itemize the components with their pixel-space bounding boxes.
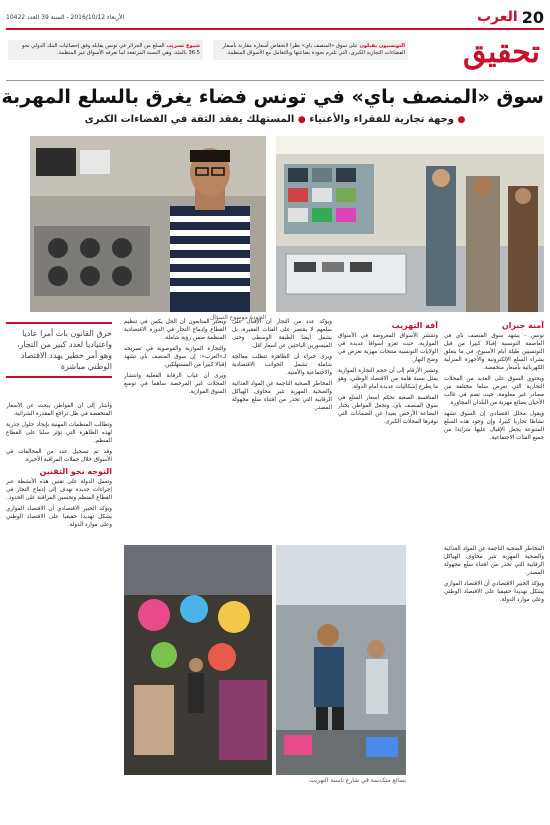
subhead-2: المستهلك يفقد الثقة في الفضاءات الكبرى bbox=[84, 114, 295, 125]
paragraph: ويرى أن غياب الرقابة الفعلية وانتشار المحلات غير المرخصة ساهما في توسع السوق الموازية. bbox=[124, 373, 226, 395]
article-column-spacer bbox=[408, 545, 432, 795]
paragraph: وتشير الأرقام إلى أن حجم التجارة الموازية يمثل نسبة هامة من الاقتصاد الوطني، وهو ما يطرح إشكاليات عديدة أمام الدولة. bbox=[338, 368, 438, 390]
article-column-3 bbox=[232, 318, 332, 540]
paragraph: والتجارة الموازية والفوضوية في تصريحه لـ«العرب»: إن سوق المنصف باي تشهد إقبالا كبيرا من المستهلكين. bbox=[124, 346, 226, 368]
pull-quote: خرق القانون بات أمرا عاديا واعتياديا لعدد كبير من التجار، وهو أمر خطير يهدد الاقتصاد الوطني مباشرة bbox=[6, 322, 112, 378]
page-header bbox=[6, 6, 544, 28]
vendor-photo-caption: الجودة موضوع السؤال bbox=[209, 314, 266, 321]
teasers bbox=[8, 40, 408, 60]
paragraph: المخاطر الصحية الناجمة عن المواد الغذائية والصحية المهربة تثير مخاوف الهياكل الرقابية التي تحذر من اقتناء سلع مجهولة المصدر. bbox=[444, 546, 544, 576]
paragraph: ويحتوي السوق على العديد من المحلات التجارية التي تعرض سلعا مختلفة من مصادر غير معلومة، حيث تضم في غالب الأحيان بضائع مهربة من البلدان المجاورة. bbox=[444, 376, 544, 406]
market-street-photo bbox=[276, 545, 406, 775]
paragraph: ويرى خبراء أن الظاهرة تتطلب معالجة شاملة تشمل الجوانب الاقتصادية والاجتماعية والأمنية. bbox=[232, 354, 332, 376]
market-stall-photo bbox=[124, 545, 272, 775]
paragraph: ويؤكد عدد من التجار أن الإقبال على سلعهم لا يقتصر على الفئات الفقيرة، بل يشمل أيضا الطبقة الوسطى وحتى الميسورين الباحثين عن أسعار أقل. bbox=[232, 319, 332, 349]
dateline: الأربعاء 2016/10/12 - السنة 39 العدد 10422 bbox=[6, 13, 125, 21]
section-heading: التوجه نحو التقنين bbox=[39, 467, 112, 476]
paragraph: المنافسة الصعبة تحكم أسعار السلع في سوق المنصف باي، وتجعل المواطن يختار البضاعة الأرخص بعيدا عن الضمانات التي توفرها المحلات الكبرى. bbox=[338, 395, 438, 425]
teaser-text: على سوق «المنصف باي» نظرا لانخفاض أسعاره مقارنة بأسعار الفضاءات التجارية الكبرى، التي تلتزم بجودة بضاعتها وبالتعامل مع الأسواق المنظمة. bbox=[222, 43, 405, 56]
paragraph: وتنتشر الأسواق المعروضة في الأسواق الموازية، حيث تغزو أسواقا عديدة في الولايات التونسية منتجات مهربة تعرض في وضح النهار. bbox=[338, 333, 438, 363]
paragraph: ويقول محلل اقتصادي إن السوق تشهد نشاطا تجاريا كبيرا، وإن وجود هذه السلع المتنوعة يجعل الإقبال عليها متزايدا من جميع الفئات الاجتماعية. bbox=[444, 411, 544, 441]
paragraph: تونس - يشهد سوق المنصف باي في العاصمة التونسية إقبالا كبيرا من قبل التونسيين طيلة أيام الأسبوع، في ما يتعلق بشراء السلع الإلكترونية والأجهزة المنزلية الكهربائية بأسعار منخفضة. bbox=[444, 333, 544, 371]
article-column-5 bbox=[6, 402, 112, 802]
article-subhead bbox=[6, 114, 544, 125]
vendor-photo bbox=[30, 136, 266, 312]
paragraph: وتطالب المنظمات المهنية بإيجاد حلول جذرية لهذه الظاهرة التي تؤثر سلبا على القطاع المنظم. bbox=[6, 422, 112, 444]
article-headline: سوق «المنصف باي» في تونس فضاء يغرق بالسلع المهربة bbox=[1, 86, 544, 108]
teaser-lead: التونسيون يقبلون bbox=[359, 43, 405, 49]
paragraph: ويعتبر المتابعون أن الحل يكمن في تنظيم القطاع وإدماج التجار في الدورة الاقتصادية المنظمة ضمن رؤية شاملة. bbox=[124, 319, 226, 341]
article-column-2 bbox=[338, 318, 438, 540]
bullet-icon: ● bbox=[297, 115, 306, 125]
paragraph: ويؤكد الخبير الاقتصادي أن الاقتصاد الموازي يشكل تهديدا حقيقيا على الاقتصاد الوطني وعلى موارد الدولة. bbox=[444, 581, 544, 603]
market-photo-caption: بضائع متكدسة في شارع ناسبة التهريب bbox=[309, 777, 406, 784]
paragraph: وأشار إلى أن المواطن يبحث عن الأسعار المنخفضة في ظل تراجع المقدرة الشرائية. bbox=[6, 403, 112, 417]
paragraph: ويؤكد الخبير الاقتصادي أن الاقتصاد الموازي يشكل تهديدا حقيقيا على الاقتصاد الوطني وعلى موارد الدولة. bbox=[6, 506, 112, 528]
paragraph: وتعمل الدولة على تقنين هذه الأنشطة عبر إجراءات جديدة تهدف إلى إدماج التجار في القطاع المنظم وتحسين المراقبة على الحدود. bbox=[6, 479, 112, 501]
subhead-1: وجهة تجارية للفقراء والأغنياء bbox=[309, 114, 454, 125]
bullet-icon: ● bbox=[457, 115, 466, 125]
page-number: 20 bbox=[521, 7, 544, 27]
header-divider bbox=[6, 28, 544, 30]
shop-interior-photo bbox=[276, 136, 544, 312]
article-column-6 bbox=[444, 545, 544, 807]
article-column-4 bbox=[124, 318, 226, 540]
teaser-lead: شيوع تسريب bbox=[166, 43, 200, 49]
headline-rule bbox=[6, 80, 544, 81]
paragraph: وقد تم تسجيل عدد من المخالفات في الأسواق خلال حملات المراقبة الأخيرة. bbox=[6, 449, 112, 463]
newspaper-logo: العرب bbox=[476, 9, 518, 25]
teaser-text: السلع من الجزائر في تونس يقابله وفق إحصائيات البنك الدولي نحو 36.5 بالمئة، وهي النسبة المرتفعة لما تعرفه الأسواق غير المنظمة. bbox=[22, 43, 200, 56]
section-label: تحقيق bbox=[463, 35, 540, 70]
teaser bbox=[8, 40, 203, 60]
section-heading: آفة التهريب bbox=[391, 321, 438, 330]
byline: آمنة جبران bbox=[501, 321, 544, 330]
teaser bbox=[213, 40, 408, 60]
paragraph: المخاطر الصحية الناجمة عن المواد الغذائية والصحية المهربة تثير مخاوف الهياكل الرقابية التي تحذر من اقتناء سلع مجهولة المصدر. bbox=[232, 381, 332, 411]
